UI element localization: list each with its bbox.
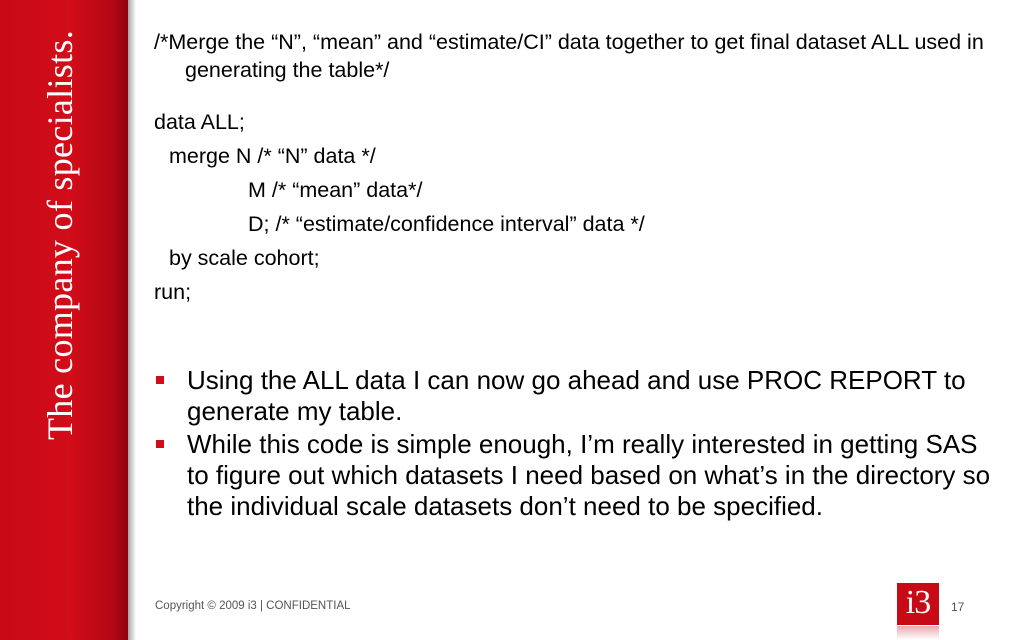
bullet-item xyxy=(154,429,1000,522)
bullet-list xyxy=(154,365,1000,524)
code-line-merge: merge N /* “N” data */ xyxy=(169,144,376,168)
brand-sidebar xyxy=(0,0,128,640)
code-line-run: run; xyxy=(154,280,192,304)
bullet-text: Using the ALL data I can now go ahead and use PROC REPORT to generate my table. xyxy=(187,365,966,426)
code-comment: /*Merge the “N”, “mean” and “estimate/CI” data together to get final dataset ALL used in generating the table*/ xyxy=(154,30,984,82)
bullet-text: While this code is simple enough, I’m really interested in getting SAS to figure out which datasets I need based on what’s in the directory so the individual scale datasets don’t need to be specified. xyxy=(187,429,991,521)
code-line-mean: M /* “mean” data*/ xyxy=(248,178,423,202)
brand-tagline: The company of specialists. xyxy=(40,30,80,440)
square-bullet-icon xyxy=(156,376,164,384)
code-block xyxy=(154,28,994,312)
code-line-data: data ALL; xyxy=(154,110,245,134)
square-bullet-icon xyxy=(156,440,164,448)
code-line-estimate: D; /* “estimate/confidence interval” data */ xyxy=(248,212,645,236)
sidebar-shadow xyxy=(128,0,136,640)
logo-reflection xyxy=(897,626,939,640)
code-line-by: by scale cohort; xyxy=(169,246,320,270)
page-number: 17 xyxy=(951,600,965,614)
footer-copyright: Copyright © 2009 i3 | CONFIDENTIAL xyxy=(155,600,351,612)
i3-logo: i3 xyxy=(897,583,939,625)
bullet-item xyxy=(154,365,1000,427)
code-spacer xyxy=(154,84,994,108)
